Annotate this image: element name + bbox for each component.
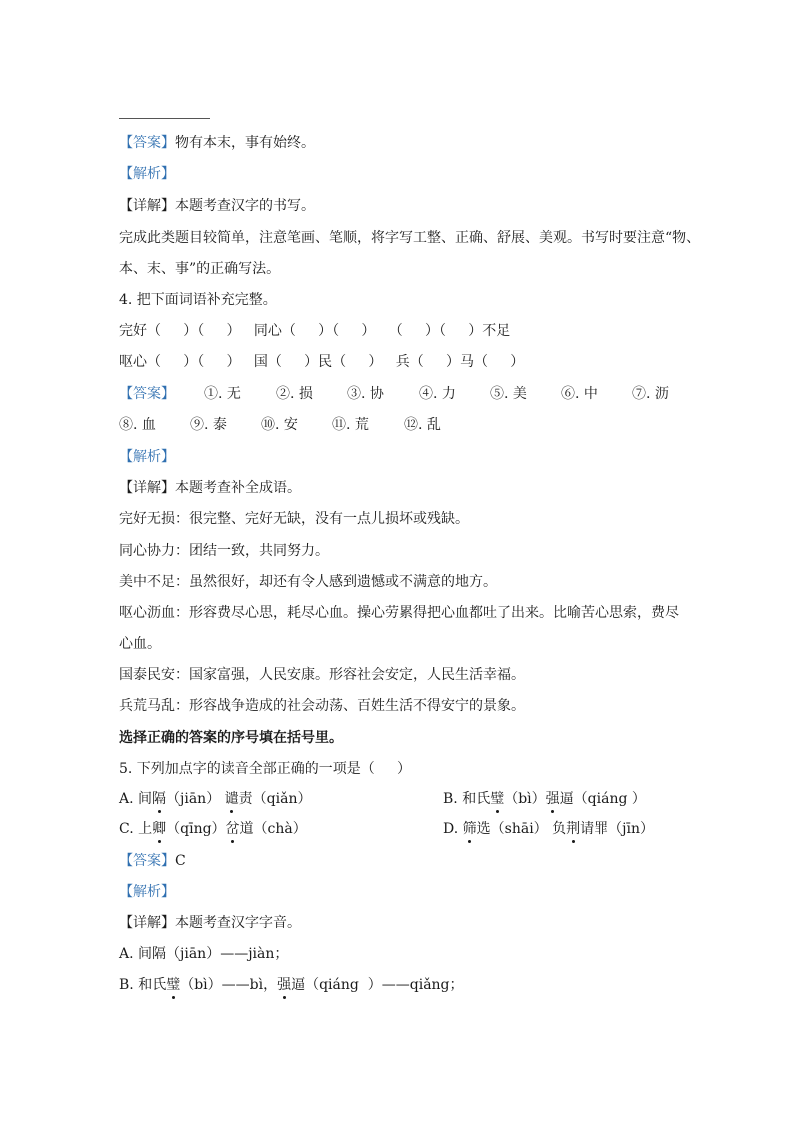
q3-explanation-1: 完成此类题目较简单，注意笔画、笔顺，将字写工整、正确、舒展、美观。书写时要注意“物、 <box>119 230 701 246</box>
q4-detail-line <box>119 478 301 498</box>
explanation-text: 逼（qiáng ）——qiǎng； <box>291 977 464 993</box>
detail-text: 本题考查补全成语。 <box>175 480 301 496</box>
answer-text: 物有本末，事有始终。 <box>175 135 315 151</box>
answer-text: C <box>175 853 186 869</box>
q4-row-2: 呕心（ ）（ ） 国（ ）民（ ） 兵（ ）马（ ） <box>119 354 525 370</box>
answer-item: ⑥. 中 <box>561 386 598 402</box>
section-heading: 选择正确的答案的序号填在括号里。 <box>119 730 343 746</box>
answer-item: ⑨. 泰 <box>190 417 227 433</box>
answer-tag: 【答案】 <box>119 386 175 402</box>
answer-item: ①. 无 <box>204 386 241 402</box>
dotted-char: 筛 <box>462 821 477 837</box>
q5-detail-line <box>119 913 301 933</box>
q5-option-d <box>443 819 654 839</box>
option-text: 选（shāi） 负 <box>476 821 567 837</box>
q3-answer-line <box>119 133 315 153</box>
option-text: 逼（qiáng ） <box>559 791 646 807</box>
q4-analysis-tag: 【解析】 <box>119 449 175 465</box>
option-text: B. 和氏 <box>443 791 491 807</box>
dotted-char: 卿 <box>152 821 167 837</box>
answer-item: ⑤. 美 <box>490 386 527 402</box>
q4-explanation: 心血。 <box>119 636 161 652</box>
q5-option-c <box>119 819 307 839</box>
q4-explanation: 完好无损：很完整、完好无缺，没有一点儿损坏或残缺。 <box>119 511 469 527</box>
q4-row-1: 完好（ ）（ ） 同心（ ）（ ） （ ）（ ）不足 <box>119 323 511 339</box>
explanation-text: （bì）——bì， <box>180 977 278 993</box>
dotted-char: 荆 <box>566 821 581 837</box>
dotted-char: 强 <box>277 977 292 993</box>
option-text: （jiān） <box>166 791 225 807</box>
answer-item: ⑩. 安 <box>261 417 298 433</box>
detail-tag: 【详解】 <box>119 198 175 214</box>
q4-answer-row-2 <box>119 415 519 435</box>
answer-item: ③. 协 <box>347 386 384 402</box>
detail-tag: 【详解】 <box>119 915 175 931</box>
option-text: 请罪（jīn） <box>580 821 654 837</box>
q5-answer-line <box>119 851 186 871</box>
q5-option-a <box>119 789 311 809</box>
option-text: D. <box>443 821 463 837</box>
q4-explanation: 国泰民安：国家富强，人民安康。形容社会安定，人民生活幸福。 <box>119 667 525 683</box>
blank-underline <box>119 118 210 119</box>
q4-answer-row-1 <box>119 384 679 404</box>
option-text: （bì） <box>504 791 546 807</box>
dotted-char: 强 <box>545 791 560 807</box>
q4-explanation: 同心协力：团结一致，共同努力。 <box>119 543 329 559</box>
option-text: 责（qiǎn） <box>238 791 312 807</box>
q5-option-b <box>443 789 646 809</box>
explanation-text: B. 和氏 <box>119 977 167 993</box>
dotted-char: 璧 <box>166 977 181 993</box>
q5-analysis-tag: 【解析】 <box>119 884 175 900</box>
option-text: A. 间 <box>119 791 153 807</box>
answer-tag: 【答案】 <box>119 853 175 869</box>
option-text: （qīng） <box>166 821 226 837</box>
q4-explanation: 呕心沥血：形容费尽心思，耗尽心血。操心劳累得把心血都吐了出来。比喻苦心思索，费尽 <box>119 605 679 621</box>
dotted-char: 璧 <box>490 791 505 807</box>
dotted-char: 岔 <box>225 821 240 837</box>
answer-item: ⑪. 荒 <box>332 417 369 433</box>
answer-item: ④. 力 <box>419 386 456 402</box>
detail-tag: 【详解】 <box>119 480 175 496</box>
option-text: 道（chà） <box>239 821 307 837</box>
q4-explanation: 美中不足：虽然很好，却还有令人感到遗憾或不满意的地方。 <box>119 574 497 590</box>
dotted-char: 谴 <box>224 791 239 807</box>
q3-analysis-tag: 【解析】 <box>119 166 175 182</box>
dotted-char: 隔 <box>152 791 167 807</box>
q3-detail-line <box>119 196 315 216</box>
detail-text: 本题考查汉字的书写。 <box>175 198 315 214</box>
q3-explanation-2: 本、末、事”的正确写法。 <box>119 261 281 277</box>
q5-title: 5. 下列加点字的读音全部正确的一项是（ ） <box>119 761 412 777</box>
answer-tag: 【答案】 <box>119 135 175 151</box>
detail-text: 本题考查汉字字音。 <box>175 915 301 931</box>
q5-explanation-b <box>119 975 464 995</box>
answer-item: ⑫. 乱 <box>404 417 441 433</box>
answer-item: ②. 损 <box>276 386 313 402</box>
q5-explanation-a: A. 间隔（jiān）——jiàn； <box>119 946 289 962</box>
q4-explanation: 兵荒马乱：形容战争造成的社会动荡、百姓生活不得安宁的景象。 <box>119 698 525 714</box>
q4-title: 4. 把下面词语补充完整。 <box>119 292 277 308</box>
option-text: C. 上 <box>119 821 153 837</box>
answer-item: ⑦. 沥 <box>632 386 669 402</box>
answer-item: ⑧. 血 <box>119 417 156 433</box>
